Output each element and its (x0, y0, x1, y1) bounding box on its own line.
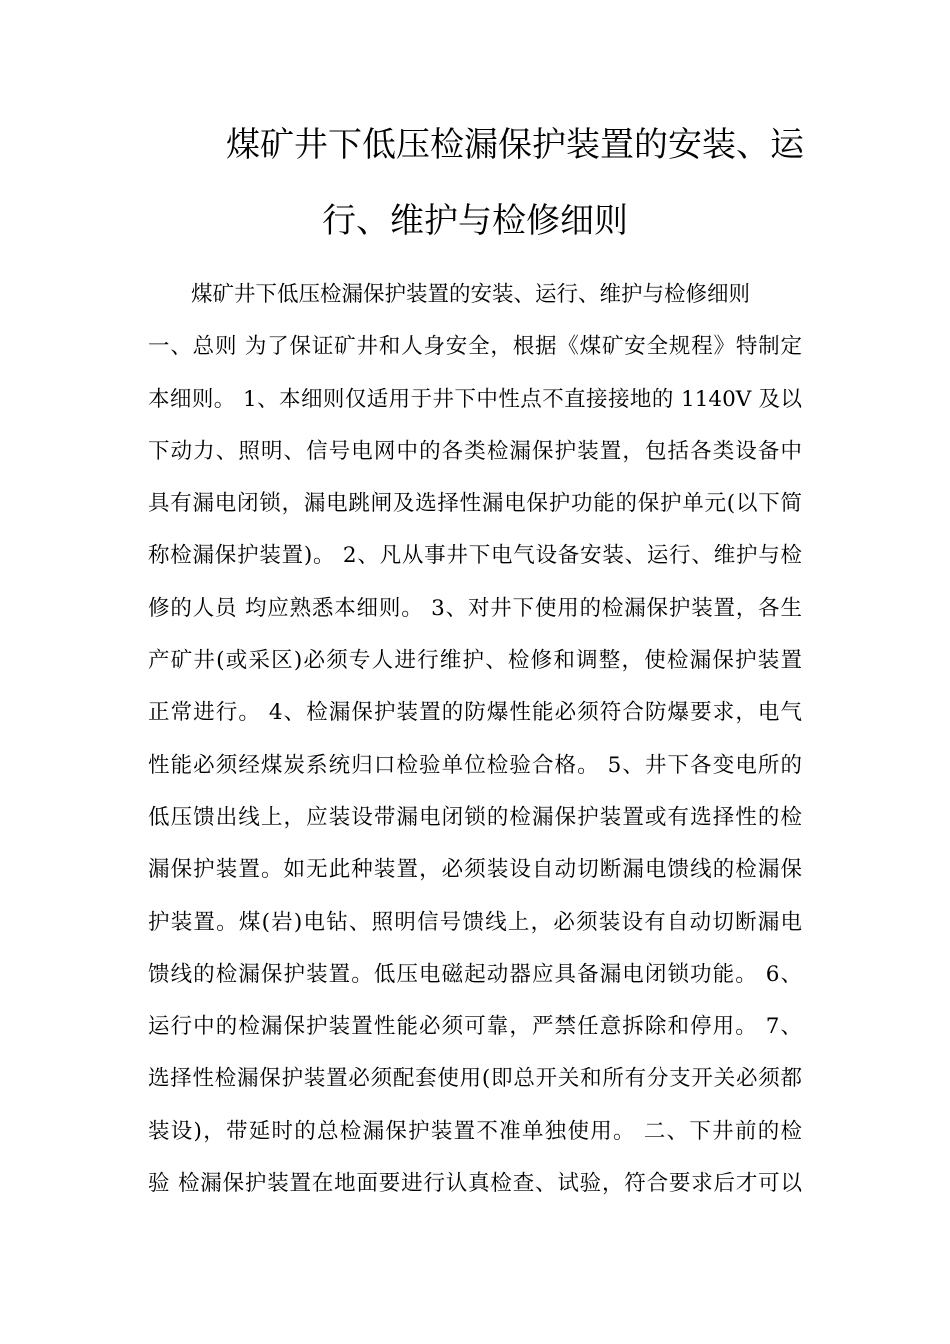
body-line: 运行中的检漏保护装置性能必须可靠，严禁任意拆除和停用。 7、 (148, 1014, 802, 1040)
body-line: 本细则。 1、本细则仅适用于井下中性点不直接接地的 1140V 及以 (148, 386, 802, 412)
body-line: 验 检漏保护装置在地面要进行认真检查、试验，符合要求后才可以 (148, 1171, 802, 1197)
body-line: 选择性检漏保护装置必须配套使用(即总开关和所有分支开关必须都 (148, 1066, 802, 1092)
body-line: 漏保护装置。如无此种装置，必须装设自动切断漏电馈线的检漏保 (148, 857, 802, 883)
body-line: 性能必须经煤炭系统归口检验单位检验合格。 5、井下各变电所的 (148, 752, 802, 778)
body-line: 护装置。煤(岩)电钻、照明信号馈线上，必须装设有自动切断漏电 (148, 909, 802, 935)
body-line: 装设)，带延时的总检漏保护装置不准单独使用。 二、下井前的检 (148, 1118, 802, 1144)
body-line: 下动力、照明、信号电网中的各类检漏保护装置，包括各类设备中 (148, 438, 802, 464)
body-line-heading: 煤矿井下低压检漏保护装置的安装、运行、维护与检修细则 (191, 282, 751, 307)
body-line: 低压馈出线上，应装设带漏电闭锁的检漏保护装置或有选择性的检 (148, 804, 802, 830)
body-line: 称检漏保护装置)。 2、凡从事井下电气设备安装、运行、维护与检 (148, 543, 802, 569)
body-line: 馈线的检漏保护装置。低压电磁起动器应具备漏电闭锁功能。 6、 (148, 961, 802, 987)
document-body (148, 269, 802, 1210)
body-line: 具有漏电闭锁，漏电跳闸及选择性漏电保护功能的保护单元(以下简 (148, 491, 802, 517)
body-line: 正常进行。 4、检漏保护装置的防爆性能必须符合防爆要求，电气 (148, 700, 802, 726)
document-title-line-1: 煤矿井下低压检漏保护装置的安装、运 (226, 125, 804, 165)
document-title-line-2: 行、维护与检修细则 (322, 201, 628, 241)
body-line: 产矿井(或采区)必须专人进行维护、检修和调整，使检漏保护装置 (148, 648, 802, 674)
body-line: 一、总则 为了保证矿井和人身安全，根据《煤矿安全规程》特制定 (148, 334, 802, 360)
body-line: 修的人员 均应熟悉本细则。 3、对井下使用的检漏保护装置，各生 (148, 595, 802, 621)
